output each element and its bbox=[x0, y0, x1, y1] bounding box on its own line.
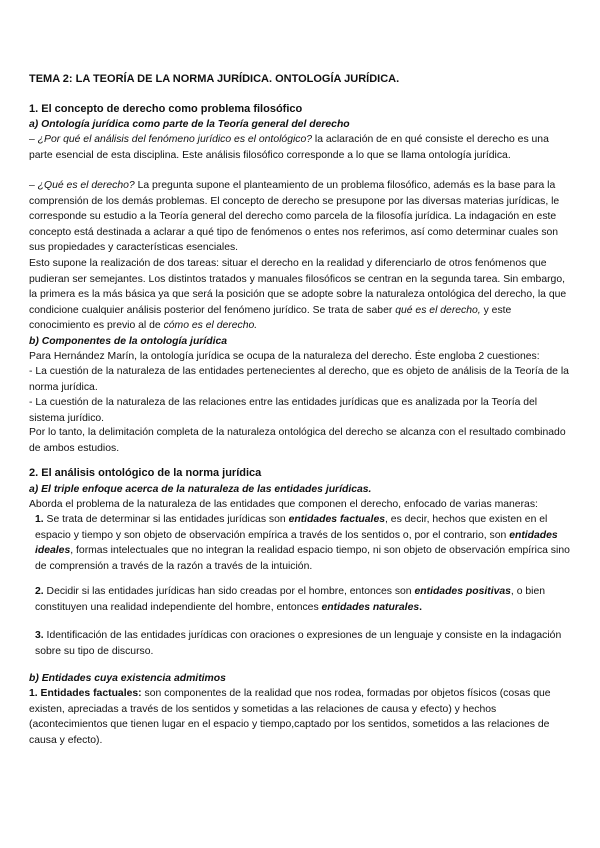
section-1-heading: 1. El concepto de derecho como problema filosófico bbox=[29, 103, 303, 115]
paragraph-2-text: La pregunta supone el planteamiento de un problema filosófico, además es la base para la comprensión de los demás problemas. El concepto de derecho se presupone por las diversas materias jurídicas, le corresponde su estudio a la Teoría general del derecho como parcela de la filosofía jurídica. La indagación en este concepto está destinada a aclarar a qué tipo de fenómenos o entes nos referimos, así como determinar cuales son sus propiedades y características esenciales. bbox=[29, 180, 560, 253]
term-entidades-ideales: entidades ideales bbox=[35, 529, 558, 556]
list-item-2-text-1: Decidir si las entidades jurídicas han sido creadas por el hombre, entonces son bbox=[43, 586, 415, 597]
list-item-1 bbox=[29, 512, 575, 574]
paragraph-1-text: la aclaración de en qué consiste el derecho es una parte esencial de esta disciplina. Este análisis filosófico corresponde a lo que se llama ontología jurídica. bbox=[29, 134, 549, 161]
list-item-1-number: 1. bbox=[35, 514, 44, 525]
paragraph-3-text: Esto supone la realización de dos tareas: situar el derecho en la realidad y diferenciarlo de otros fenómenos que pudieran ser semejantes. Los distintos tratados y manuales filosóficos se centran en la segunda tarea. Sin embargo, la primera es la más básica ya que será la posición que se adopte sobre la naturaleza ontológica del derecho, la que condicione cualquier análisis posterior del fenómeno jurídico. Se trata de saber bbox=[29, 258, 567, 316]
paragraph-3 bbox=[29, 256, 575, 334]
list-item-3 bbox=[29, 628, 575, 659]
section-1b-para-1: Para Hernández Marín, la ontología jurídica se ocupa de la naturaleza del derecho. Éste engloba 2 cuestiones: bbox=[29, 351, 540, 362]
list-item-1-text-1: Se trata de determinar si las entidades jurídicas son bbox=[43, 514, 289, 525]
section-2-heading: 2. El análisis ontológico de la norma jurídica bbox=[29, 467, 262, 479]
term-entidades-positivas: entidades positivas bbox=[414, 586, 511, 597]
question-2: – ¿Qué es el derecho? bbox=[29, 180, 135, 191]
document-title: TEMA 2: LA TEORÍA DE LA NORMA JURÍDICA. ONTOLOGÍA JURÍDICA. bbox=[29, 73, 400, 85]
section-2a-intro: Aborda el problema de la naturaleza de las entidades que componen el derecho, enfocado de varias maneras: bbox=[29, 499, 538, 510]
list-item-2-number: 2. bbox=[35, 586, 44, 597]
paragraph-3-emphasis-1: qué es el derecho, bbox=[395, 304, 481, 316]
list-item-2-text-2: , o bien constituyen una realidad independiente del hombre, entonces bbox=[35, 586, 546, 613]
section-1a-heading: a) Ontología jurídica como parte de la Teoría general del derecho bbox=[29, 119, 350, 130]
paragraph-3-emphasis-2: cómo es el derecho. bbox=[163, 320, 258, 331]
paragraph-1 bbox=[29, 132, 575, 163]
section-2a-heading: a) El triple enfoque acerca de la naturaleza de las entidades jurídicas. bbox=[29, 484, 372, 495]
list-item-3-number: 3. bbox=[35, 630, 44, 641]
list-item-2-text-3: . bbox=[419, 601, 423, 613]
section-2b-text: son componentes de la realidad que nos rodea, formadas por objetos físicos (cosas que existen, apreciadas a través de los sentidos y sometidas a las relaciones de causa y efecto) y hechos (acontecimientos que tienen lugar en el espacio y tiempo,captado por los sentidos, sometidos a las relaciones de causa y efecto). bbox=[29, 688, 551, 746]
section-1b-para-4: Por lo tanto, la delimitación completa de la naturaleza ontológica del derecho se alcanza con el resultado combinado de ambos estudios. bbox=[29, 427, 566, 454]
list-item-1-text-3: , formas intelectuales que no integran la realidad espacio tiempo, ni son objeto de observación empírica sino de comprensión a través de la razón a través de la intuición. bbox=[35, 545, 570, 572]
section-1b-heading: b) Componentes de la ontología jurídica bbox=[29, 336, 228, 347]
section-2b-para bbox=[29, 686, 575, 748]
list-item-3-text: Identificación de las entidades jurídicas con oraciones o expresiones de un lenguaje y consiste en la indagación sobre su tipo de discurso. bbox=[35, 630, 562, 657]
section-2b-heading: b) Entidades cuya existencia admitimos bbox=[29, 673, 226, 684]
term-entidades-naturales: entidades naturales bbox=[321, 601, 420, 613]
term-entidades-factuales: entidades factuales bbox=[288, 514, 386, 525]
paragraph-2 bbox=[29, 178, 575, 256]
list-item-1-text-2: , es decir, hechos que existen en el espacio y tiempo y son objeto de observación empírica a través de los sentidos o, por el contrario, son bbox=[35, 514, 548, 541]
paragraph-3-mid: y este conocimiento es previo al de bbox=[29, 304, 512, 331]
section-1b-para-2: - La cuestión de la naturaleza de las entidades pertenecientes al derecho, que es objeto de análisis de la Teoría de la norma jurídica. bbox=[29, 366, 569, 393]
term-factual-lead: 1. Entidades factuales: bbox=[29, 688, 142, 699]
section-1b-para-3: - La cuestión de la naturaleza de las relaciones entre las entidades jurídicas que es analizada por la Teoría del sistema jurídico. bbox=[29, 397, 538, 424]
list-item-2 bbox=[29, 584, 575, 615]
question-1: – ¿Por qué el análisis del fenómeno jurídico es el ontológico? bbox=[29, 134, 313, 145]
